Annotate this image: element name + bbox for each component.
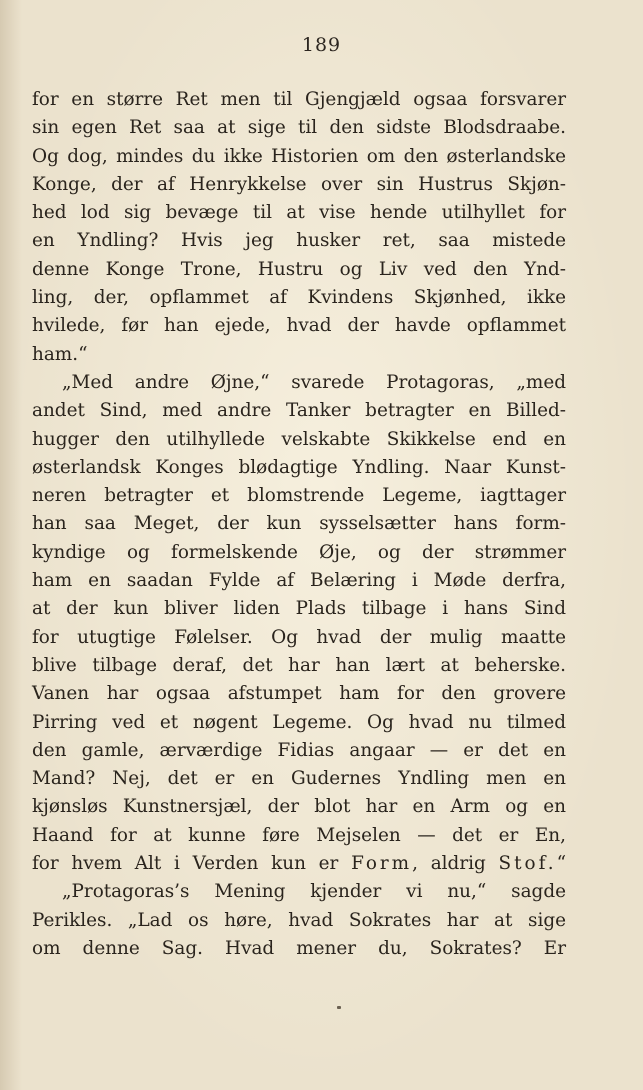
text-line: blive tilbage deraf, det har han lært at beherske. <box>32 654 566 676</box>
text-line: kyndige og formelskende Øje, og der strømmer <box>32 541 566 563</box>
text-line: om denne Sag. Hvad mener du, Sokrates? Er <box>32 937 566 959</box>
text-line: Haand for at kunne føre Mejselen — det er En, <box>32 824 566 846</box>
text-line: Perikles. „Lad os høre, hvad Sokrates har at sige <box>32 909 566 931</box>
text-line: kjønsløs Kunstnersjæl, der blot har en Arm og en <box>32 796 566 818</box>
text-line: østerlandsk Konges blødagtige Yndling. Naar Kunst- <box>32 456 566 478</box>
text-line: den gamle, ærværdige Fidias angaar — er det en <box>32 739 566 761</box>
text-line: Mand? Nej, det er en Gudernes Yndling men en <box>32 768 566 790</box>
body-text <box>32 86 566 963</box>
text-line: ling, der, opflammet af Kvindens Skjønhed, ikke <box>32 287 566 309</box>
ink-speck <box>337 1006 341 1009</box>
text-line: hugger den utilhyllede velskabte Skikkelse end en <box>32 428 566 450</box>
text-line: sin egen Ret saa at sige til den sidste Blodsdraabe. <box>32 117 566 139</box>
text-line: for en større Ret men til Gjengjæld ogsaa forsvarer <box>32 89 566 110</box>
text-line: at der kun bliver liden Plads tilbage i hans Sind <box>32 598 566 620</box>
text-line: andet Sind, med andre Tanker betragter en Billed- <box>32 400 566 422</box>
text-line: hvilede, før han ejede, hvad der havde opflammet <box>32 315 566 337</box>
text-line: neren betragter et blomstrende Legeme, iagttager <box>32 485 566 507</box>
page-number: 189 <box>301 34 342 56</box>
text-line: for utugtige Følelser. Og hvad der mulig maatte <box>32 626 566 648</box>
spaced-word-form: Form <box>351 853 413 875</box>
text-line: Pirring ved et nøgent Legeme. Og hvad nu tilmed <box>32 711 566 733</box>
text-line: denne Konge Trone, Hustru og Liv ved den Ynd- <box>32 258 566 280</box>
text-line: en Yndling? Hvis jeg husker ret, saa mistede <box>32 230 566 252</box>
text-line: Og dog, mindes du ikke Historien om den østerlandske <box>32 145 566 167</box>
text-line-spaced <box>32 850 566 878</box>
spaced-word-stof: Stof. <box>498 853 557 875</box>
line-start: for hvem Alt i Verden kun er <box>32 853 339 875</box>
text-line: ham en saadan Fylde af Belæring i Møde derfra, <box>32 570 566 592</box>
text-line: „Protagoras’s Mening kjender vi nu,“ sagde <box>62 881 566 903</box>
text-line: Vanen har ogsaa afstumpet ham for den grovere <box>32 683 566 705</box>
text-line: hed lod sig bevæge til at vise hende utilhyllet for <box>32 202 566 224</box>
text-line: Konge, der af Henrykkelse over sin Hustrus Skjøn- <box>32 173 566 195</box>
text-line: „Med andre Øjne,“ svarede Protagoras, „med <box>62 371 566 393</box>
text-line: han saa Meget, der kun sysselsætter hans form- <box>32 513 566 535</box>
line-end: “ <box>556 853 566 875</box>
text-line: ham.“ <box>32 343 88 365</box>
line-middle: , aldrig <box>412 853 486 875</box>
